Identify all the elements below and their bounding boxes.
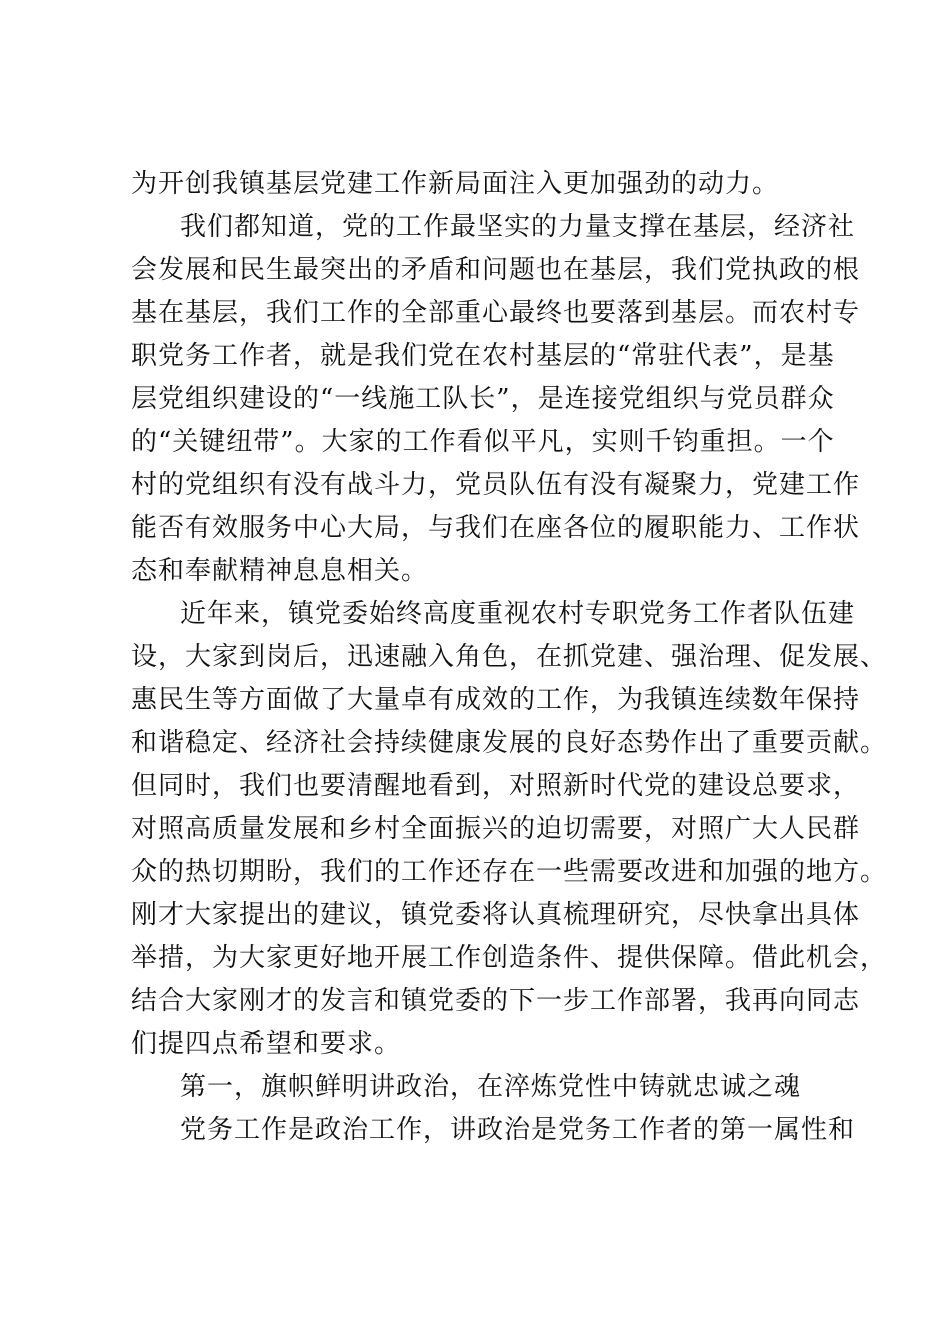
text-line: 刚才大家提出的建议，镇党委将认真梳理研究，尽快拿出具体 (131, 900, 861, 930)
text-line: 近年来，镇党委始终高度重视农村专职党务工作者队伍建 (180, 599, 856, 629)
text-line: 基在基层，我们工作的全部重心最终也要落到基层。而农村专 (131, 298, 861, 328)
text-line: 我们都知道，党的工作最坚实的力量支撑在基层，经济社 (180, 212, 856, 242)
text-line: 层党组织建设的“一线施工队长”，是连接党组织与党员群众 (131, 384, 835, 414)
text-line: 们提四点希望和要求。 (131, 1029, 402, 1059)
text-line: 但同时，我们也要清醒地看到，对照新时代党的建设总要求， (131, 771, 861, 801)
text-line: 和谐稳定、经济社会持续健康发展的良好态势作出了重要贡献。 (131, 728, 888, 758)
section-heading: 第一，旗帜鲜明讲政治，在淬炼党性中铸就忠诚之魂 (180, 1072, 802, 1102)
text-line: 举措，为大家更好地开展工作创造条件、提供保障。借此机会， (131, 943, 888, 973)
text-line: 职党务工作者，就是我们党在农村基层的“常驻代表”，是基 (131, 341, 835, 371)
text-line: 设，大家到岗后，迅速融入角色，在抓党建、强治理、促发展、 (131, 642, 888, 672)
text-line: 村的党组织有没有战斗力，党员队伍有没有凝聚力，党建工作 (131, 470, 861, 500)
text-line: 能否有效服务中心大局，与我们在座各位的履职能力、工作状 (131, 513, 861, 543)
text-line: 惠民生等方面做了大量卓有成效的工作，为我镇连续数年保持 (131, 685, 861, 715)
text-line: 结合大家刚才的发言和镇党委的下一步工作部署，我再向同志 (131, 986, 861, 1016)
text-line: 对照高质量发展和乡村全面振兴的迫切需要，对照广大人民群 (131, 814, 861, 844)
text-line: 的“关键纽带”。大家的工作看似平凡，实则千钧重担。一个 (131, 427, 835, 457)
text-line: 众的热切期盼，我们的工作还存在一些需要改进和加强的地方。 (131, 857, 888, 887)
text-line: 党务工作是政治工作，讲政治是党务工作者的第一属性和 (180, 1115, 856, 1145)
text-line: 为开创我镇基层党建工作新局面注入更加强劲的动力。 (131, 169, 780, 199)
text-line: 会发展和民生最突出的矛盾和问题也在基层，我们党执政的根 (131, 255, 861, 285)
text-line: 态和奉献精神息息相关。 (131, 556, 429, 586)
